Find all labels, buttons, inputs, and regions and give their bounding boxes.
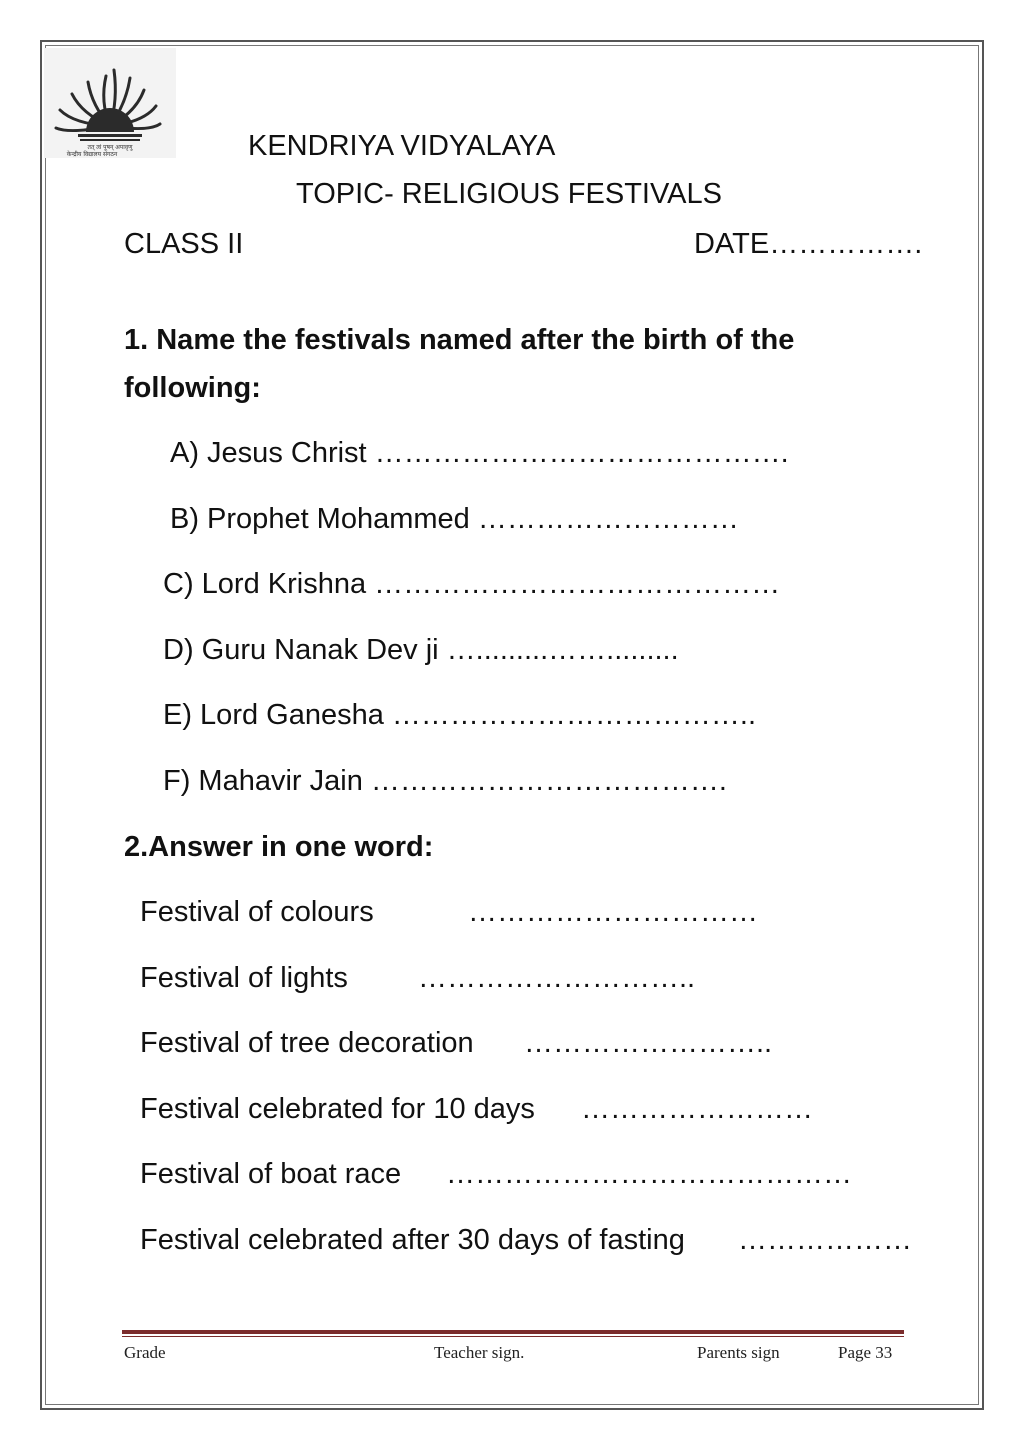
question-1-heading: 1. Name the festivals named after the birth of the (124, 324, 795, 356)
q2-item-label: Festival celebrated for 10 days (140, 1093, 535, 1125)
footer-rule (122, 1330, 904, 1334)
footer-parents-sign: Parents sign (697, 1343, 780, 1362)
question-1-heading-cont: following: (124, 372, 261, 404)
q1-item-c: C) Lord Krishna …………………………………… (163, 568, 781, 600)
logo-caption: केन्द्रीय विद्यालय संगठन (66, 151, 118, 158)
school-title: KENDRIYA VIDYALAYA (248, 130, 556, 162)
kendriya-vidyalaya-logo (44, 48, 176, 158)
sun-rays-icon (44, 48, 176, 158)
q2-item-label: Festival of tree decoration (140, 1027, 474, 1059)
q2-item-blank: …………………….. (524, 1027, 773, 1059)
q1-item-d: D) Guru Nanak Dev ji ….........……......... (163, 634, 679, 666)
q2-item-label: Festival of colours (140, 896, 374, 928)
q1-item-b: B) Prophet Mohammed ……………………… (170, 503, 739, 535)
q2-item-blank: ……………………….. (418, 962, 696, 994)
q2-item-blank: ………………………… (468, 896, 758, 928)
q2-item-blank: …………………………………… (446, 1158, 852, 1190)
date-field: DATE……………. (694, 228, 923, 260)
question-2-heading: 2.Answer in one word: (124, 831, 434, 863)
q2-item-blank: ……………… (738, 1224, 912, 1256)
q1-item-a: A) Jesus Christ ……………………………………. (170, 437, 789, 469)
q2-item-label: Festival of boat race (140, 1158, 402, 1190)
topic-title: TOPIC- RELIGIOUS FESTIVALS (296, 178, 722, 210)
footer-rule-thin (122, 1336, 904, 1337)
q1-item-f: F) Mahavir Jain ………………………………. (163, 765, 727, 797)
q1-item-e: E) Lord Ganesha ……………………………….. (163, 699, 757, 731)
footer-page-number: Page 33 (838, 1343, 893, 1362)
class-label: CLASS II (124, 228, 244, 260)
logo-motto: तत् त्वं पूषन् अपावृणु (87, 144, 133, 151)
footer-teacher-sign: Teacher sign. (434, 1343, 525, 1362)
q2-item-label: Festival of lights (140, 962, 348, 994)
footer-grade: Grade (124, 1343, 166, 1362)
q2-item-label: Festival celebrated after 30 days of fasting (140, 1224, 685, 1256)
q2-item-blank: …………………… (581, 1093, 813, 1125)
